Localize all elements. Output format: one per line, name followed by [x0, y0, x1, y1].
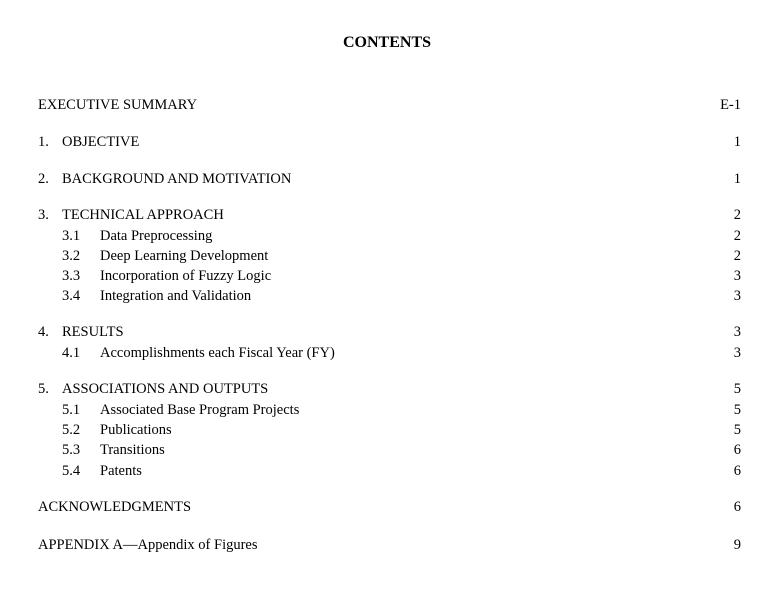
- toc-subentry[interactable]: [62, 401, 741, 419]
- toc-entry-page: 5: [733, 402, 741, 418]
- toc-entry[interactable]: [38, 323, 741, 341]
- toc-entry-label: Publications: [100, 422, 172, 438]
- toc-entry-label: EXECUTIVE SUMMARY: [38, 97, 198, 113]
- toc-entry-page: 5: [733, 381, 741, 397]
- toc-entry[interactable]: [38, 170, 741, 188]
- toc-subentry[interactable]: [62, 227, 741, 245]
- toc-entry-number: 3.1: [62, 228, 81, 244]
- toc-entry-number: 4.: [38, 324, 49, 340]
- toc-entry-page: 2: [733, 207, 741, 223]
- toc-entry-label: RESULTS: [62, 324, 124, 340]
- toc-entry[interactable]: [38, 96, 741, 114]
- toc-entry-label: BACKGROUND AND MOTIVATION: [62, 171, 292, 187]
- toc-entry-page: 6: [733, 442, 741, 458]
- toc-entry-page: 3: [733, 324, 741, 340]
- toc-entry-page: 3: [733, 268, 741, 284]
- toc-entry-label: OBJECTIVE: [62, 134, 140, 150]
- toc-entry-number: 5.3: [62, 442, 81, 458]
- toc-entry-page: 2: [733, 248, 741, 264]
- toc-entry[interactable]: [38, 133, 741, 151]
- toc-entry-label: Accomplishments each Fiscal Year (FY): [100, 345, 335, 361]
- toc-entry-page: 2: [733, 228, 741, 244]
- toc-entry-number: 1.: [38, 134, 49, 150]
- toc-entry-number: 3.3: [62, 268, 81, 284]
- toc-entry-number: 3.2: [62, 248, 81, 264]
- toc-entry-number: 5.2: [62, 422, 81, 438]
- toc-entry-label: TECHNICAL APPROACH: [62, 207, 224, 223]
- toc-entry-label: Associated Base Program Projects: [100, 402, 300, 418]
- toc-entry-label: Incorporation of Fuzzy Logic: [100, 268, 272, 284]
- toc-subentry[interactable]: [62, 344, 741, 362]
- toc-subentry[interactable]: [62, 462, 741, 480]
- toc-entry-label: APPENDIX A—Appendix of Figures: [38, 537, 258, 553]
- toc-entry-label: Transitions: [100, 442, 165, 458]
- toc-entry-label: ACKNOWLEDGMENTS: [38, 499, 192, 515]
- toc-entry-page: 3: [733, 288, 741, 304]
- toc-entry-label: Integration and Validation: [100, 288, 252, 304]
- toc-entry-label: ASSOCIATIONS AND OUTPUTS: [62, 381, 269, 397]
- toc-entry-label: Patents: [100, 463, 142, 479]
- toc-entry-label: Data Preprocessing: [100, 228, 213, 244]
- toc-entry-page: 6: [733, 463, 741, 479]
- page-title: CONTENTS: [342, 34, 432, 51]
- toc-entry-page: 9: [733, 537, 741, 553]
- toc-subentry[interactable]: [62, 267, 741, 285]
- toc-entry-number: 4.1: [62, 345, 81, 361]
- toc-entry[interactable]: [38, 380, 741, 398]
- toc-entry-page: 1: [733, 171, 741, 187]
- toc-subentry[interactable]: [62, 421, 741, 439]
- toc-entry-page: 6: [733, 499, 741, 515]
- toc-subentry[interactable]: [62, 247, 741, 265]
- toc-entry-number: 5.4: [62, 463, 81, 479]
- toc-entry-label: Deep Learning Development: [100, 248, 269, 264]
- toc-entry-page: E-1: [720, 97, 741, 113]
- toc-entry-number: 2.: [38, 171, 49, 187]
- toc-entry-number: 5.: [38, 381, 49, 397]
- toc-entry-number: 3.4: [62, 288, 81, 304]
- toc-entry[interactable]: [38, 206, 741, 224]
- toc-entry[interactable]: [38, 536, 741, 554]
- toc-entry-page: 5: [733, 422, 741, 438]
- toc-entry[interactable]: [38, 498, 741, 516]
- toc-subentry[interactable]: [62, 441, 741, 459]
- toc-entry-page: 3: [733, 345, 741, 361]
- toc-entry-number: 5.1: [62, 402, 81, 418]
- toc-subentry[interactable]: [62, 287, 741, 305]
- toc-entry-page: 1: [733, 134, 741, 150]
- toc-entry-number: 3.: [38, 207, 49, 223]
